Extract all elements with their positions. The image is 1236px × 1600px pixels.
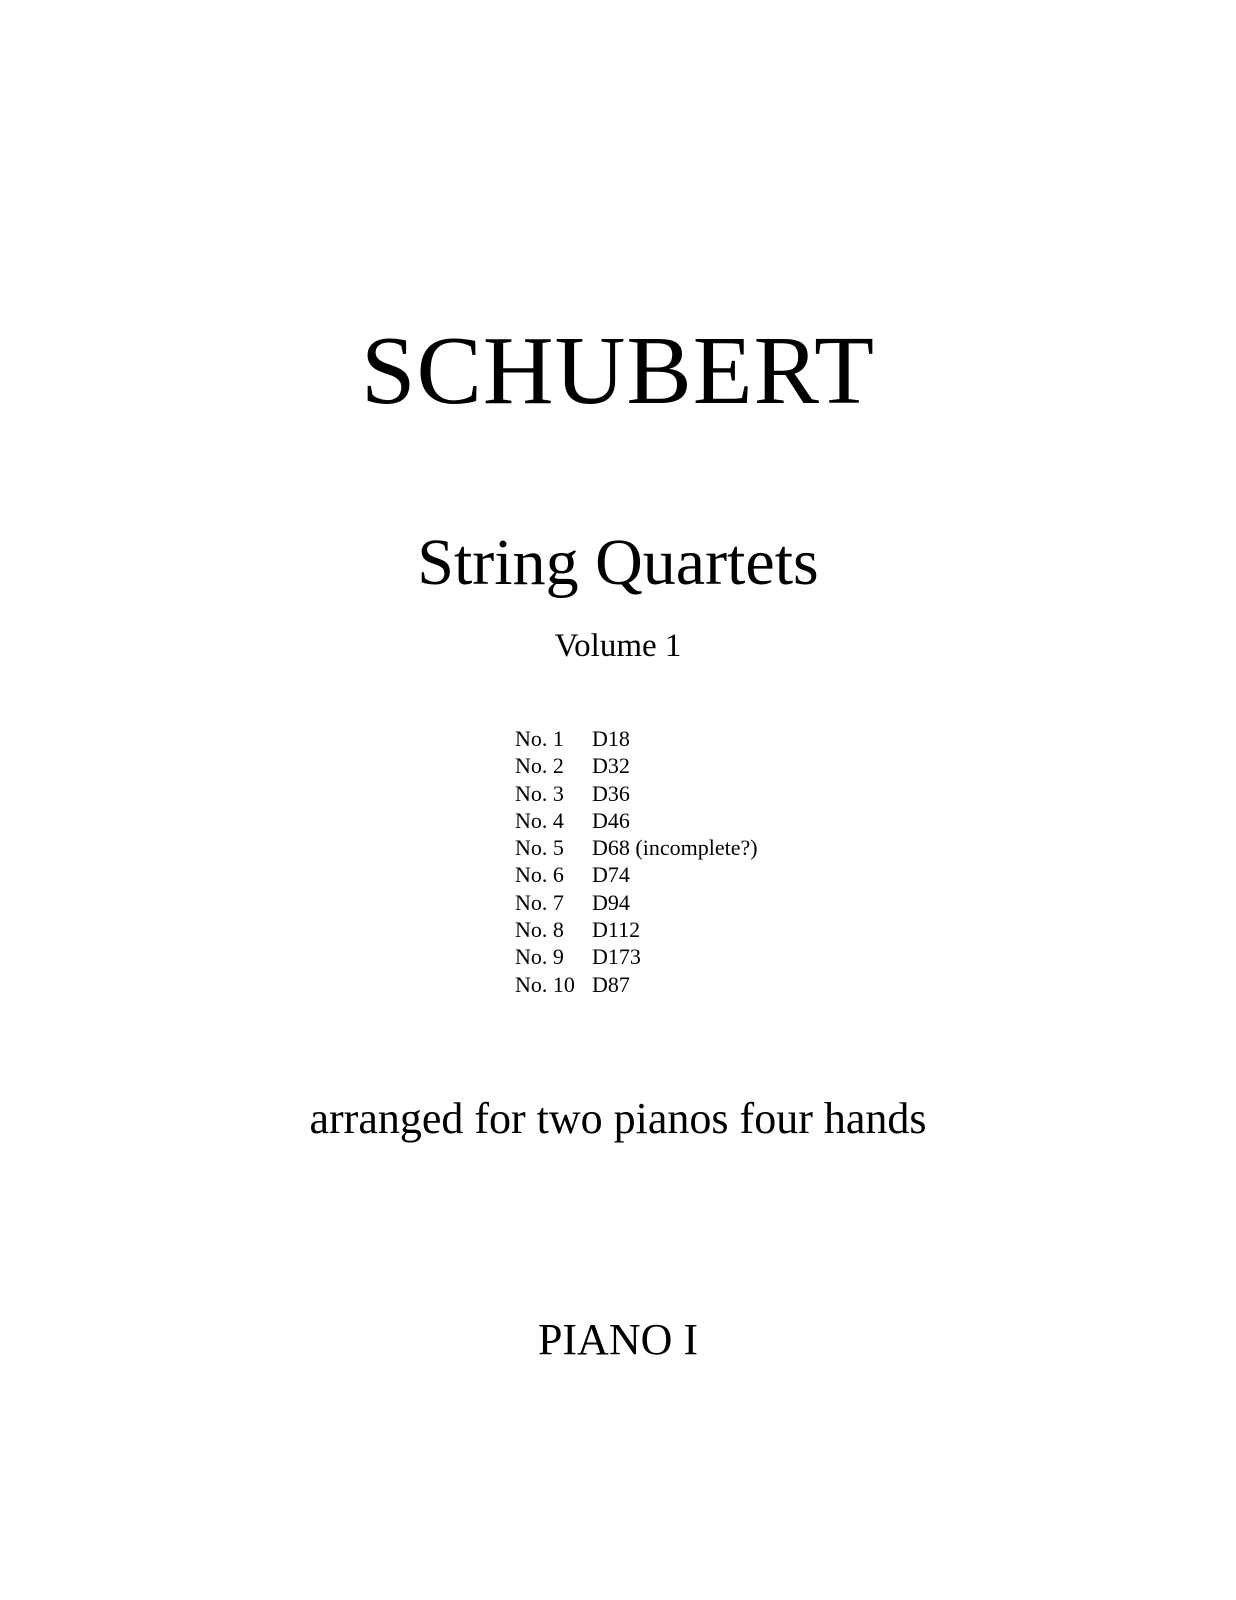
quartet-number: No. 2 (515, 753, 564, 779)
part-label: PIANO I (537, 1315, 699, 1364)
list-item (515, 889, 758, 916)
list-item (515, 861, 758, 888)
catalog-number: D74 (592, 862, 630, 888)
list-item (515, 834, 758, 861)
quartet-number: No. 5 (515, 835, 564, 861)
catalog-number: D87 (592, 971, 630, 997)
catalog-number: D32 (592, 753, 630, 779)
composer-name: SCHUBERT (361, 317, 875, 425)
list-item (515, 725, 758, 752)
quartet-number: No. 1 (515, 726, 564, 751)
catalog-number: D112 (592, 917, 641, 943)
list-item (515, 752, 758, 779)
catalog-number: D46 (592, 807, 630, 833)
quartet-number: No. 10 (515, 971, 575, 997)
contents-list (515, 725, 758, 998)
quartet-number: No. 9 (515, 944, 564, 970)
volume-label: Volume 1 (554, 628, 682, 664)
catalog-number: D94 (592, 889, 630, 915)
work-title: String Quartets (417, 526, 819, 599)
catalog-number: D68 (incomplete?) (592, 835, 758, 861)
list-item (515, 807, 758, 834)
quartet-number: No. 8 (515, 917, 564, 943)
catalog-number: D36 (592, 780, 630, 806)
list-item (515, 943, 758, 970)
catalog-number: D18 (592, 726, 630, 751)
quartet-number: No. 6 (515, 862, 564, 888)
quartet-number: No. 7 (515, 889, 564, 915)
list-item (515, 971, 758, 998)
list-item (515, 916, 758, 943)
catalog-number: D173 (592, 944, 641, 970)
quartet-number: No. 4 (515, 807, 564, 833)
list-item (515, 780, 758, 807)
quartet-number: No. 3 (515, 780, 564, 806)
arrangement-note: arranged for two pianos four hands (309, 1094, 927, 1143)
